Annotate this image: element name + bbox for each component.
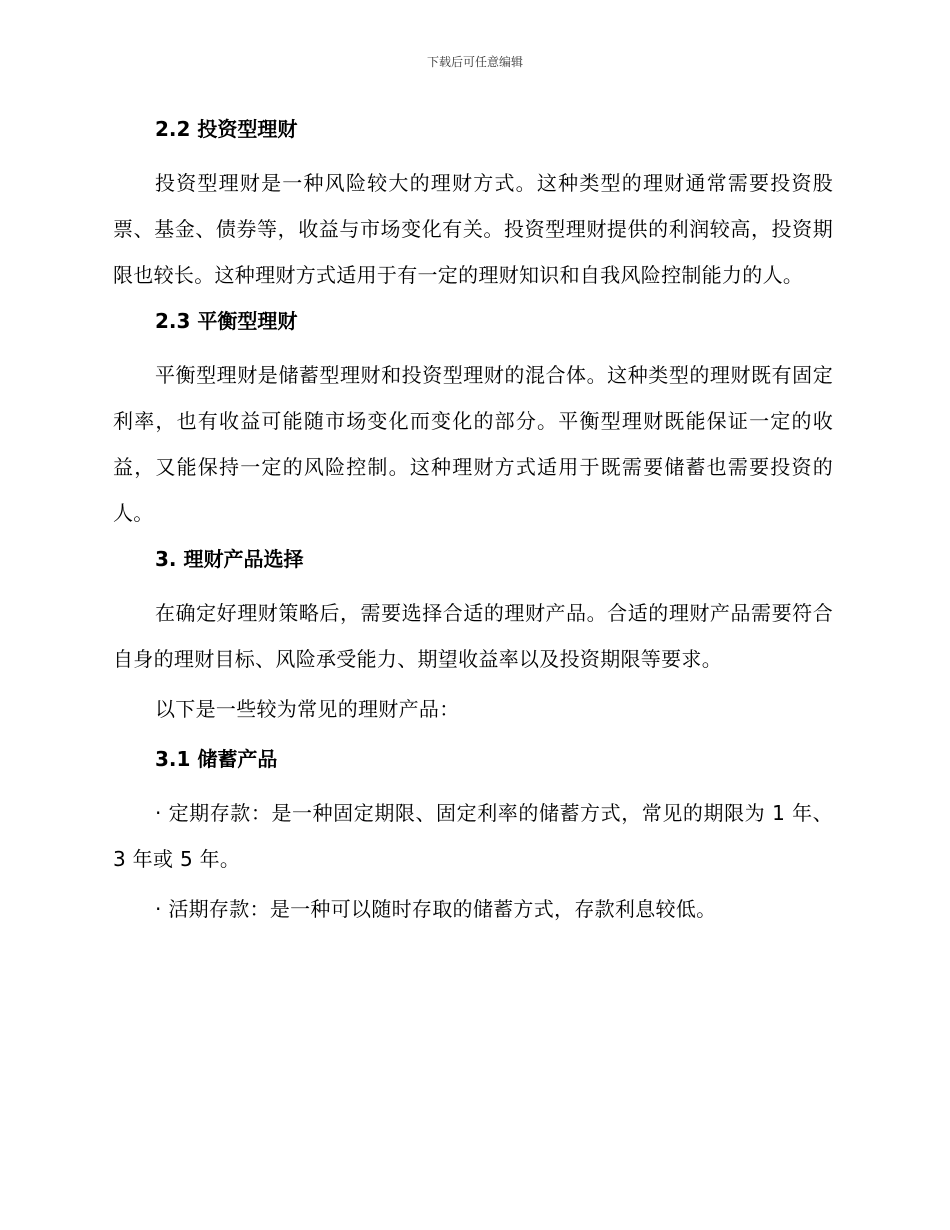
section-heading-3: 3. 理财产品选择 xyxy=(155,547,304,571)
paragraph-product-selection: 在确定好理财策略后，需要选择合适的理财产品。合适的理财产品需要符合自身的理财目标、风险承受能力、期望收益率以及投资期限等要求。 xyxy=(113,601,833,671)
section-heading-2-3: 2.3 平衡型理财 xyxy=(155,309,298,333)
list-item-demand-deposit: · 活期存款：是一种可以随时存取的储蓄方式，存款利息较低。 xyxy=(155,897,717,921)
section-heading-2-2: 2.2 投资型理财 xyxy=(155,117,298,141)
document-body xyxy=(113,110,833,936)
paragraph-common-products: 以下是一些较为常见的理财产品： xyxy=(155,697,460,721)
paragraph-investment: 投资型理财是一种风险较大的理财方式。这种类型的理财通常需要投资股票、基金、债券等，收益与市场变化有关。投资型理财提供的利润较高，投资期限也较长。这种理财方式适用于有一定的理财知识和自我风险控制能力的人。 xyxy=(113,171,833,287)
section-heading-3-1: 3.1 储蓄产品 xyxy=(155,747,278,771)
list-item-fixed-deposit: · 定期存款：是一种固定期限、固定利率的储蓄方式，常见的期限为 1 年、3 年或 5 年。 xyxy=(113,801,833,871)
paragraph-balanced: 平衡型理财是储蓄型理财和投资型理财的混合体。这种类型的理财既有固定利率，也有收益可能随市场变化而变化的部分。平衡型理财既能保证一定的收益，又能保持一定的风险控制。这种理财方式适用于既需要储蓄也需要投资的人。 xyxy=(113,363,833,525)
page-header: 下载后可任意编辑 xyxy=(426,55,523,69)
